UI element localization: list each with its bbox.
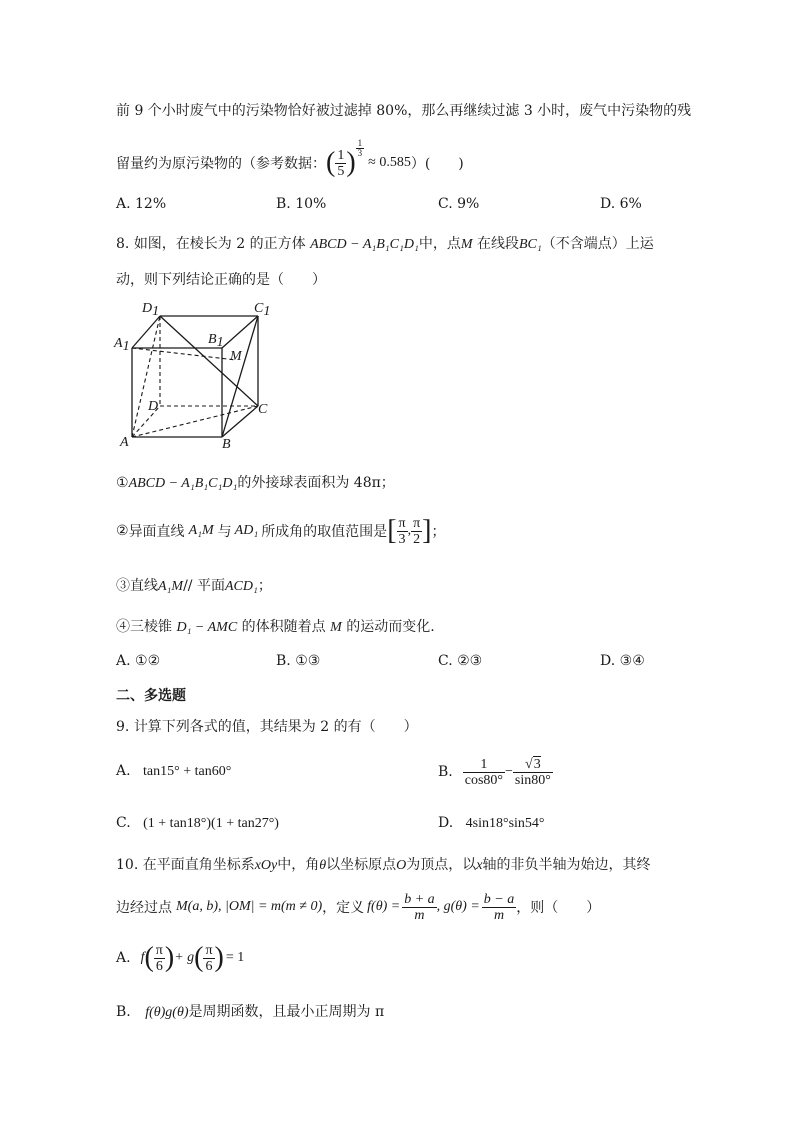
frac-den: m	[414, 907, 425, 923]
q8-line1	[116, 233, 654, 253]
interval-left-bracket: [	[387, 515, 397, 546]
statement-marker: ②	[116, 523, 129, 539]
right-paren: )	[214, 942, 224, 973]
statement-marker: ③	[116, 578, 130, 594]
option-label: C.	[438, 653, 453, 669]
minus-sign: −	[505, 764, 513, 779]
radicand: 3	[533, 756, 541, 772]
interval-lower	[397, 516, 408, 547]
option-text: 9%	[457, 196, 480, 212]
statement-text: ；	[431, 524, 446, 540]
q10-math: , g(θ) =	[436, 899, 480, 914]
q8-text: 中，点	[418, 236, 461, 252]
q8-point-m: M	[460, 237, 473, 252]
frac-num: π	[413, 515, 421, 531]
frac-den: sin80°	[514, 772, 551, 788]
q8-statement-2	[116, 511, 446, 551]
q10-text: 为顶点，以	[406, 857, 477, 873]
q8-statement-3	[116, 575, 272, 595]
option-text: (1 + tan18°)(1 + tan27°)	[143, 816, 279, 831]
statement-marker: ④	[116, 619, 130, 635]
q10-line2	[116, 886, 600, 928]
frac-den: cos80°	[464, 772, 504, 788]
statement-text: 所成角的取值范围是	[261, 524, 388, 540]
option-text: ①②	[135, 653, 161, 669]
option-text: ①③	[295, 653, 321, 669]
q10-math: M(a, b), |OM| = m(m ≠ 0)	[176, 899, 323, 914]
frac-den: 6	[205, 958, 213, 974]
q7-exp-den: 3	[357, 147, 363, 158]
q9-stem-text: 计算下列各式的值，其结果为 2 的有（ ）	[133, 719, 418, 735]
q8-statement-1	[116, 472, 395, 492]
q10-text: ，定义	[322, 900, 365, 916]
q8-option-a[interactable]	[116, 653, 160, 669]
option-label: A.	[116, 196, 131, 212]
q8-text: 在线段	[476, 236, 519, 252]
statement-math: D₁ − AMC	[176, 620, 238, 635]
q7-option-b[interactable]	[276, 196, 326, 212]
interval-right-bracket: ]	[422, 515, 432, 546]
statement-text: 异面直线	[128, 524, 185, 540]
q8-line2: 动，则下列结论正确的是（ ）	[116, 272, 326, 288]
q10-text: 在平面直角坐标系	[142, 857, 255, 873]
frac-den: 2	[413, 531, 421, 547]
frac-num: π	[205, 942, 213, 958]
label-a: A	[120, 435, 129, 450]
segment-bc1	[222, 316, 258, 437]
q10-text: 中，角	[277, 857, 320, 873]
q8-option-c[interactable]	[438, 653, 482, 669]
statement-text: 与	[217, 524, 232, 540]
statement-text: 的运动而变化.	[346, 619, 435, 635]
option-label: A.	[116, 763, 131, 779]
statement-text: 的外接球表面积为 48π；	[237, 475, 395, 491]
statement-math: ABCD − A₁B₁C₁D₁	[128, 476, 238, 491]
option-text: ③④	[619, 653, 645, 669]
q7-fraction	[335, 148, 346, 179]
q10-math: f(θ) =	[367, 899, 401, 914]
frac-num: b + a	[404, 891, 435, 907]
q7-option-a[interactable]	[116, 196, 166, 212]
q10-line1	[116, 854, 651, 874]
statement-math: M	[330, 620, 342, 635]
statement-marker: ①	[116, 475, 129, 491]
q8-number: 8.	[116, 236, 130, 252]
frac-den: 3	[398, 531, 406, 547]
q7-frac-num: 1	[337, 147, 345, 163]
statement-math: A₁M	[188, 523, 214, 538]
q10-math: x	[476, 858, 483, 873]
statement-math: A₁M	[158, 579, 184, 594]
left-paren: (	[194, 942, 204, 973]
option-math: f	[140, 950, 145, 965]
option-text: 12%	[135, 196, 167, 212]
q10-option-a[interactable]	[116, 938, 244, 978]
q7-option-d[interactable]	[600, 196, 642, 212]
q7-exponent	[356, 139, 365, 158]
q8-text: 如图，在棱长为 2 的正方体	[133, 236, 306, 252]
label-c: C	[258, 402, 268, 417]
q9-b-frac1	[463, 757, 505, 788]
option-label: B.	[276, 653, 291, 669]
statement-math: AD₁	[234, 523, 259, 538]
option-math: f(θ)g(θ)	[145, 1005, 189, 1020]
q10-text: 边经过点	[116, 900, 172, 916]
frac-num: π	[155, 942, 163, 958]
label-d: D	[148, 399, 159, 414]
q10-text: 以坐标原点	[326, 857, 397, 873]
q10-g-frac	[482, 892, 516, 923]
statement-math: ACD₁	[224, 579, 258, 594]
section-title: 二、多选题	[116, 688, 186, 704]
label-a1: A1	[114, 336, 130, 354]
q10-number: 10.	[116, 857, 139, 873]
edge-bc	[222, 406, 258, 437]
q9-b-frac2	[513, 757, 553, 788]
q10-text: 轴的非负半轴为始边，其终	[482, 857, 651, 873]
q8-statement-4	[116, 616, 435, 636]
q7-frac-den: 5	[337, 163, 345, 179]
q10-option-b[interactable]	[116, 1001, 384, 1021]
q7-line2-prefix: 留量约为原污染物的（参考数据：	[116, 156, 326, 172]
q7-line2-suffix: ）( )	[410, 156, 464, 172]
q7-right-paren: )	[346, 147, 356, 178]
frac-den: 6	[155, 958, 163, 974]
option-text: ②③	[457, 653, 483, 669]
pi-over-6	[154, 943, 165, 974]
option-label: A.	[116, 950, 131, 966]
label-b: B	[222, 437, 231, 452]
q8-option-b[interactable]	[276, 653, 320, 669]
interval-comma: ,	[407, 523, 412, 538]
statement-text: 的体积随着点	[241, 619, 326, 635]
hidden-segment-ad1	[132, 316, 160, 437]
q9-stem	[116, 716, 418, 736]
q8-text: （不含端点）上运	[541, 236, 654, 252]
q10-text: ，则（ ）	[516, 900, 601, 916]
statement-text: ；	[257, 578, 272, 594]
q9-option-b[interactable]	[438, 750, 553, 794]
q9-option-d[interactable]	[438, 815, 545, 832]
label-d1: D1	[142, 301, 160, 319]
frac-num: 1	[463, 757, 505, 773]
q7-option-c[interactable]	[438, 196, 479, 212]
q10-math: xOy	[254, 858, 278, 873]
statement-text: // 平面	[183, 578, 225, 594]
frac-num: π	[398, 515, 406, 531]
option-label: C.	[438, 196, 453, 212]
option-label: D.	[600, 196, 616, 212]
q9-number: 9.	[116, 719, 130, 735]
q8-cube-name: ABCD − A₁B₁C₁D₁	[310, 237, 419, 252]
frac-num	[513, 757, 553, 773]
q7-approx: ≈ 0.585	[368, 155, 411, 170]
option-label: A.	[116, 653, 131, 669]
label-b1: B1	[208, 332, 224, 350]
q10-math: θ	[319, 858, 327, 873]
q7-line1: 前 9 个小时废气中的污染物恰好被过滤掉 80%，那么再继续过滤 3 小时，废气中污染物的残	[116, 103, 692, 119]
option-label: B.	[116, 1004, 131, 1020]
option-text: 6%	[619, 196, 642, 212]
q9-option-a[interactable]	[116, 763, 231, 780]
option-text: 4sin18°sin54°	[465, 816, 545, 831]
frac-num: b − a	[483, 891, 515, 907]
label-c1: C1	[254, 301, 271, 319]
option-text: 10%	[295, 196, 327, 212]
statement-text: 三棱锥	[130, 619, 172, 635]
frac-den: m	[493, 907, 505, 923]
option-math: = 1	[225, 950, 245, 965]
option-math: + g	[174, 950, 195, 965]
q8-option-d[interactable]	[600, 653, 645, 669]
sqrt: √3	[525, 756, 541, 772]
statement-text: 直线	[130, 578, 158, 594]
label-m: M	[230, 349, 242, 364]
pi-over-6	[203, 943, 214, 974]
option-label: C.	[116, 815, 131, 831]
interval-upper	[411, 516, 422, 547]
option-label: B.	[438, 764, 453, 780]
option-text: tan15° + tan60°	[143, 764, 232, 779]
option-label: D.	[600, 653, 616, 669]
left-paren: (	[144, 942, 154, 973]
q7-line2	[116, 137, 464, 186]
q8-segment: BC₁	[518, 237, 542, 252]
q9-option-c[interactable]	[116, 815, 279, 832]
option-label: B.	[276, 196, 291, 212]
cube-figure	[112, 296, 282, 452]
q10-math: O	[396, 858, 407, 873]
option-label: D.	[438, 815, 454, 831]
q7-left-paren: (	[326, 147, 336, 178]
right-paren: )	[164, 942, 175, 973]
q7-exp-num: 1	[357, 137, 363, 148]
q10-f-frac	[402, 892, 436, 923]
option-text: 是周期函数，且最小正周期为 π	[188, 1004, 385, 1020]
